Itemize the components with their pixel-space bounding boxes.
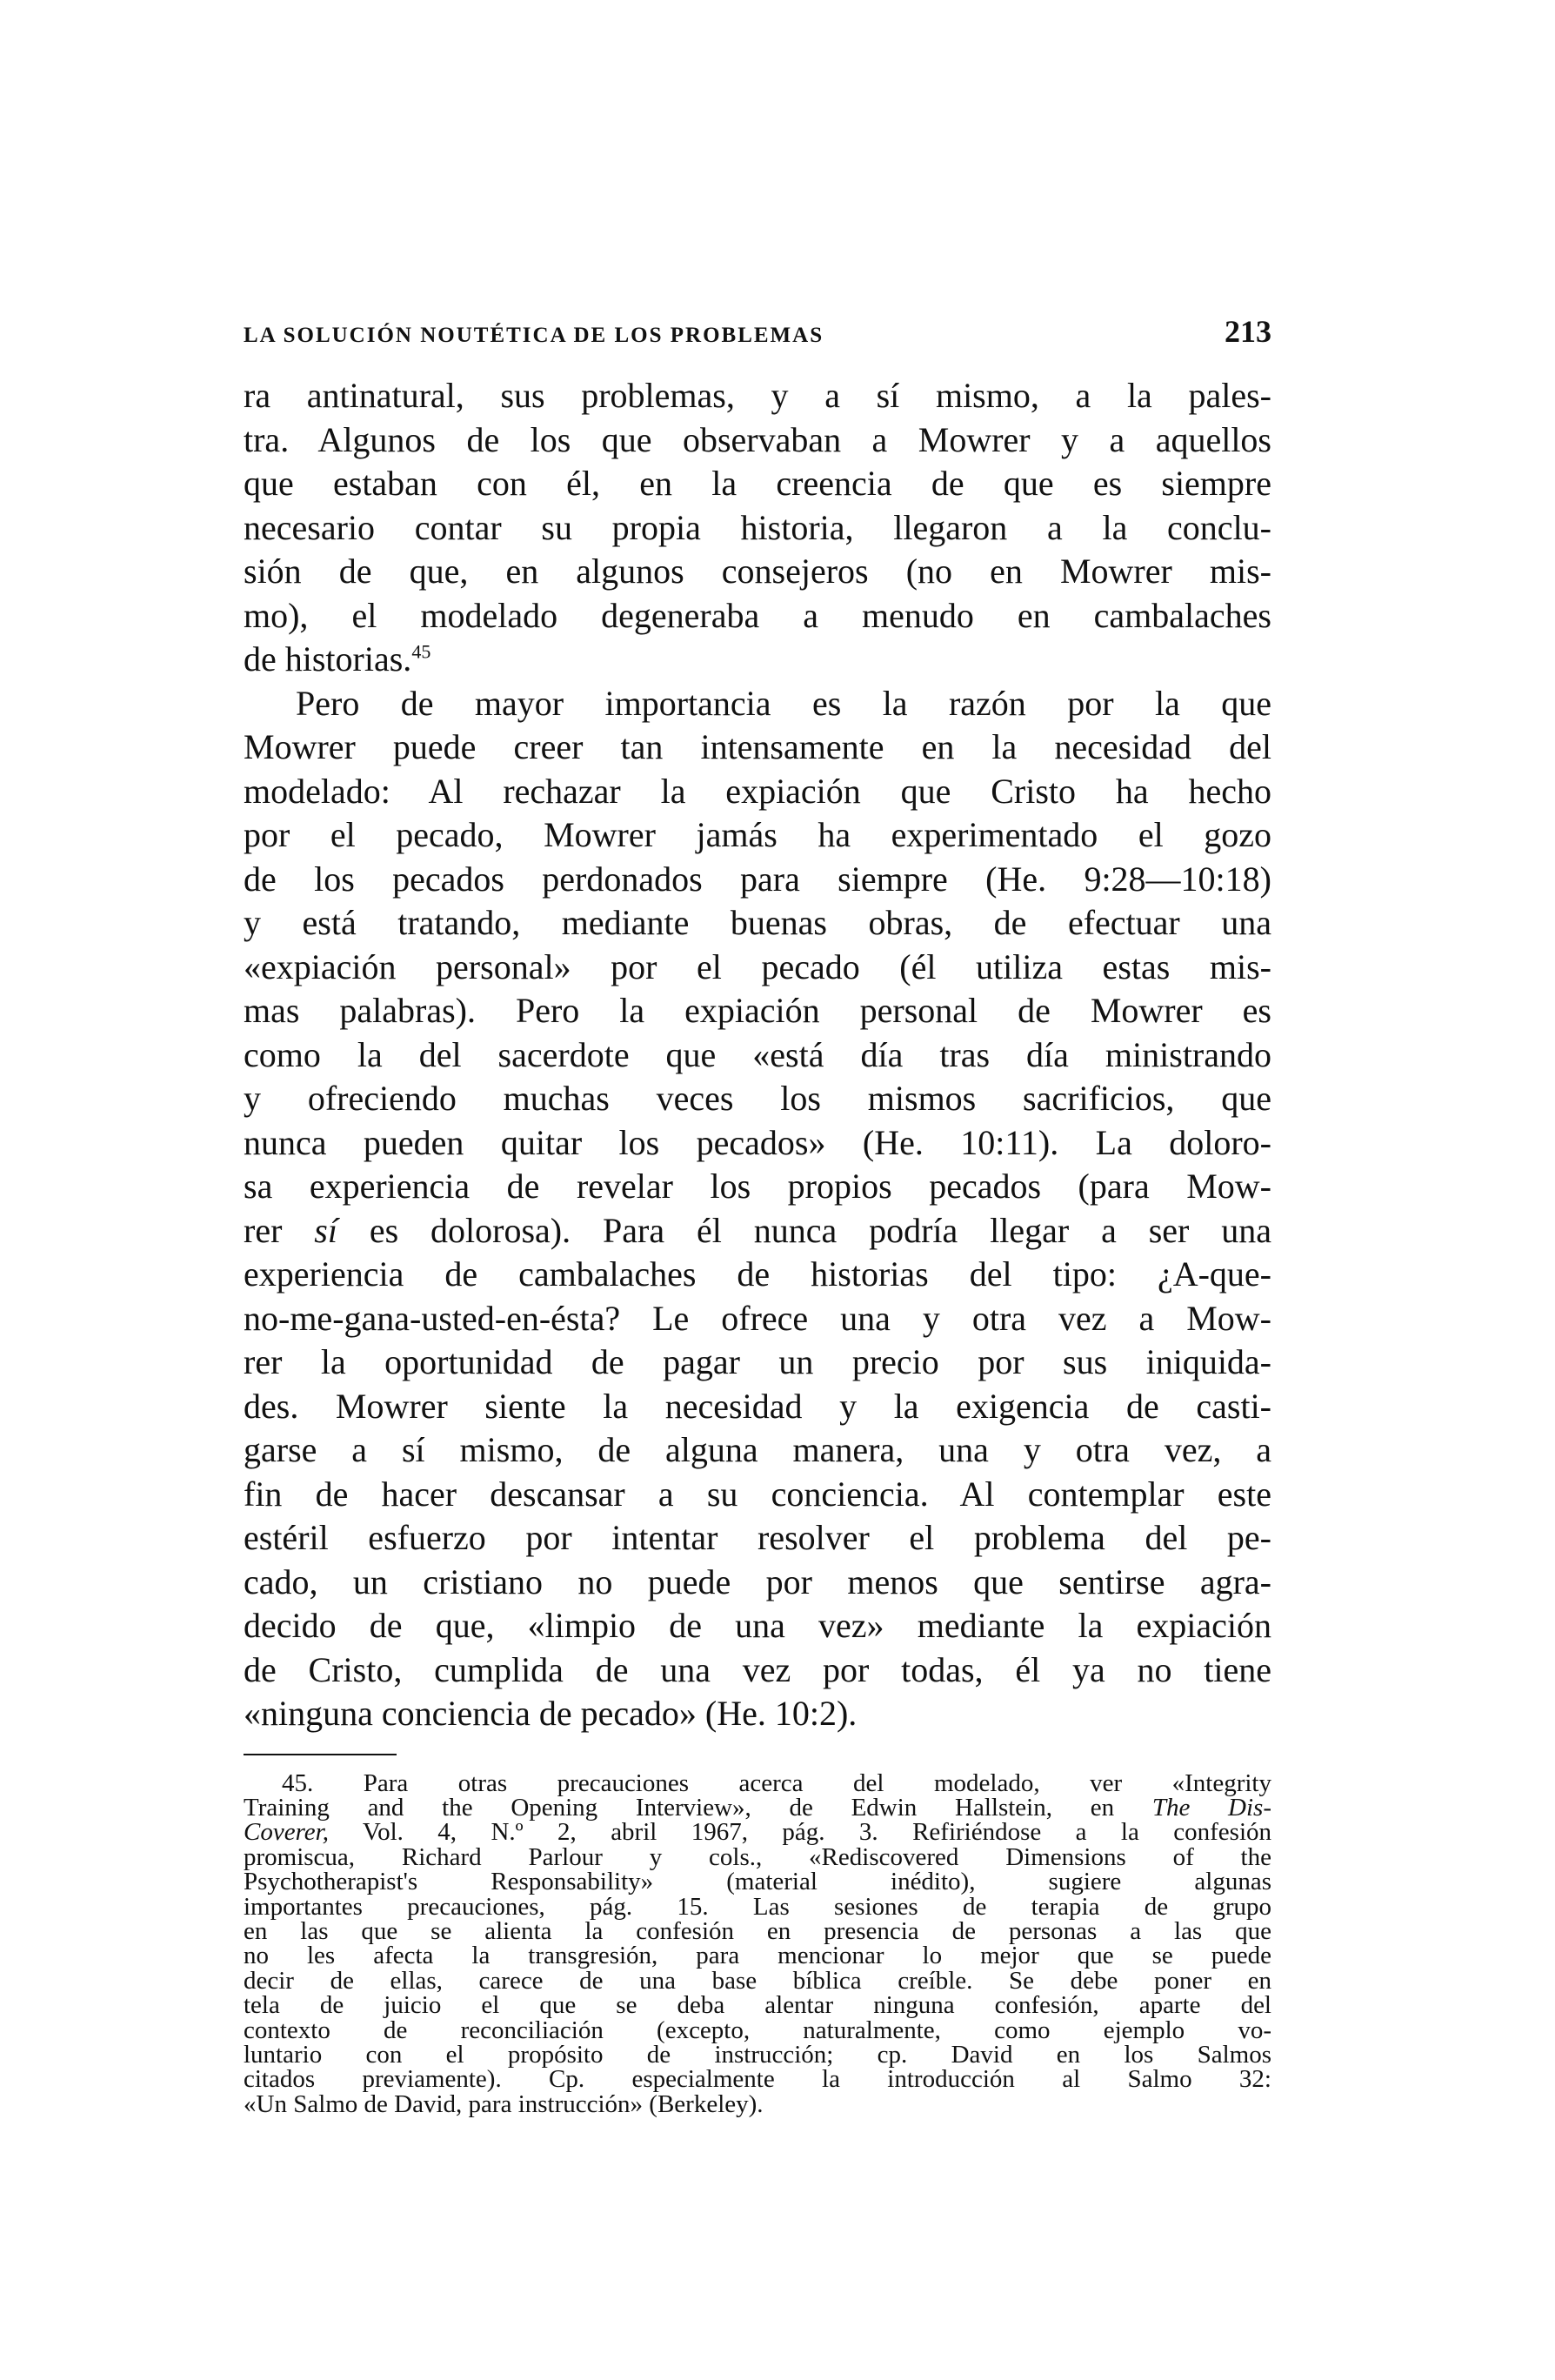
text-line: «expiación personal» por el pecado (él utiliza estas mis- <box>244 946 1271 986</box>
footnote-marker: 45 <box>411 640 431 663</box>
text-line: sión de que, en algunos consejeros (no en Mowrer mis- <box>244 552 1271 591</box>
footnote-rule <box>244 1754 397 1755</box>
text-line: estéril esfuerzo por intentar resolver el problema del pe- <box>244 1518 1271 1557</box>
footnote-line: no les afecta la transgresión, para mencionar lo mejor que se puede <box>244 1942 1271 1970</box>
book-page <box>244 313 1271 2116</box>
footnote-line: 45. Para otras precauciones acerca del modelado, ver «Integrity <box>282 1768 1271 1797</box>
text-line: que estaban con él, en la creencia de que es siempre <box>244 464 1271 503</box>
text-line: de los pecados perdonados para siempre (He. 9:28—10:18) <box>244 859 1271 899</box>
text-line: des. Mowrer siente la necesidad y la exigencia de casti- <box>244 1386 1271 1426</box>
text-line: ra antinatural, sus problemas, y a sí mismo, a la pales- <box>244 376 1271 415</box>
text-line: y ofreciendo muchas veces los mismos sacrificios, que <box>244 1079 1271 1118</box>
footnote-line: importantes precauciones, pág. 15. Las sesiones de terapia de grupo <box>244 1892 1271 1921</box>
paragraph-1 <box>244 374 1271 682</box>
text-line: modelado: Al rechazar la expiación que Cristo ha hecho <box>244 771 1271 811</box>
text-line: Pero de mayor importancia es la razón por la que <box>296 683 1271 723</box>
footnote-line <box>244 1818 1271 1847</box>
footnote-line: decir de ellas, carece de una base bíblica creíble. Se debe poner en <box>244 1966 1271 1995</box>
footnote-line: tela de juicio el que se deba alentar ninguna confesión, aparte del <box>244 1991 1271 2020</box>
italic-title: The Dis- <box>1151 1793 1271 1822</box>
text-line: cado, un cristiano no puede por menos que sentirse agra- <box>244 1561 1271 1601</box>
footnote-line: Psychotherapist's Responsability» (material inédito), sugiere algunas <box>244 1868 1271 1896</box>
text-line: Mowrer puede creer tan intensamente en la necesidad del <box>244 727 1271 766</box>
footnote-line <box>244 1795 1271 1820</box>
italic-title: Coverer, <box>244 1818 329 1847</box>
footnote-line: promiscua, Richard Parlour y cols., «Rediscovered Dimensions of the <box>244 1842 1271 1871</box>
text-line: por el pecado, Mowrer jamás ha experimentado el gozo <box>244 815 1271 854</box>
footnote-line: «Un Salmo de David, para instrucción» (Berkeley). <box>244 2089 764 2118</box>
text-line: nunca pueden quitar los pecados» (He. 10:11). La doloro- <box>244 1122 1271 1162</box>
italic-emphasis: sí <box>314 1210 337 1250</box>
text-line: fin de hacer descansar a su conciencia. Al contemplar este <box>244 1474 1271 1514</box>
text-line: mas palabras). Pero la expiación personal de Mowrer es <box>244 991 1271 1030</box>
text-line: y está tratando, mediante buenas obras, de efectuar una <box>244 903 1271 942</box>
text-line: decido de que, «limpio de una vez» mediante la expiación <box>244 1606 1271 1645</box>
body-text <box>244 374 1271 1736</box>
footnote-line: luntario con el propósito de instrucción; cp. David en los Salmos <box>244 2040 1271 2069</box>
text-fragment: Training and the Opening Interview», de Edwin Hallstein, en <box>244 1793 1152 1822</box>
text-fragment: es dolorosa). Para él nunca podría llegar a ser una <box>337 1210 1271 1250</box>
footnote <box>244 1768 1271 2118</box>
text-line: como la del sacerdote que «está día tras día ministrando <box>244 1034 1271 1074</box>
page-number: 213 <box>1225 314 1271 349</box>
text-fragment: de historias. <box>244 639 412 679</box>
text-fragment: rer <box>244 1210 315 1250</box>
text-line: tra. Algunos de los que observaban a Mowrer y a aquellos <box>244 419 1271 459</box>
running-head <box>244 313 1271 350</box>
text-line: rer la oportunidad de pagar un precio por sus iniquida- <box>244 1342 1271 1381</box>
text-line: no-me-gana-usted-en-ésta? Le ofrece una y otra vez a Mow- <box>244 1298 1271 1338</box>
running-title: LA SOLUCIÓN NOUTÉTICA DE LOS PROBLEMAS <box>244 324 824 347</box>
text-line: garse a sí mismo, de alguna manera, una y otra vez, a <box>244 1430 1271 1469</box>
text-line <box>244 1209 1271 1254</box>
text-line: mo), el modelado degeneraba a menudo en cambalaches <box>244 595 1271 635</box>
footnote-line: contexto de reconciliación (excepto, naturalmente, como ejemplo vo- <box>244 2016 1271 2044</box>
text-line: sa experiencia de revelar los propios pecados (para Mow- <box>244 1167 1271 1206</box>
text-line: experiencia de cambalaches de historias del tipo: ¿A-que- <box>244 1254 1271 1294</box>
text-line: necesario contar su propia historia, llegaron a la conclu- <box>244 507 1271 547</box>
text-fragment: Vol. 4, N.º 2, abril 1967, pág. 3. Refiriéndose a la confesión <box>329 1818 1271 1847</box>
text-line: de Cristo, cumplida de una vez por todas, él ya no tiene <box>244 1649 1271 1689</box>
footnote-line: en las que se alienta la confesión en presencia de personas a las que <box>244 1916 1271 1945</box>
paragraph-2 <box>244 682 1271 1736</box>
text-line: «ninguna conciencia de pecado» (He. 10:2). <box>244 1694 858 1733</box>
footnote-line: citados previamente). Cp. especialmente la introducción al Salmo 32: <box>244 2065 1271 2094</box>
text-line <box>244 638 1271 682</box>
